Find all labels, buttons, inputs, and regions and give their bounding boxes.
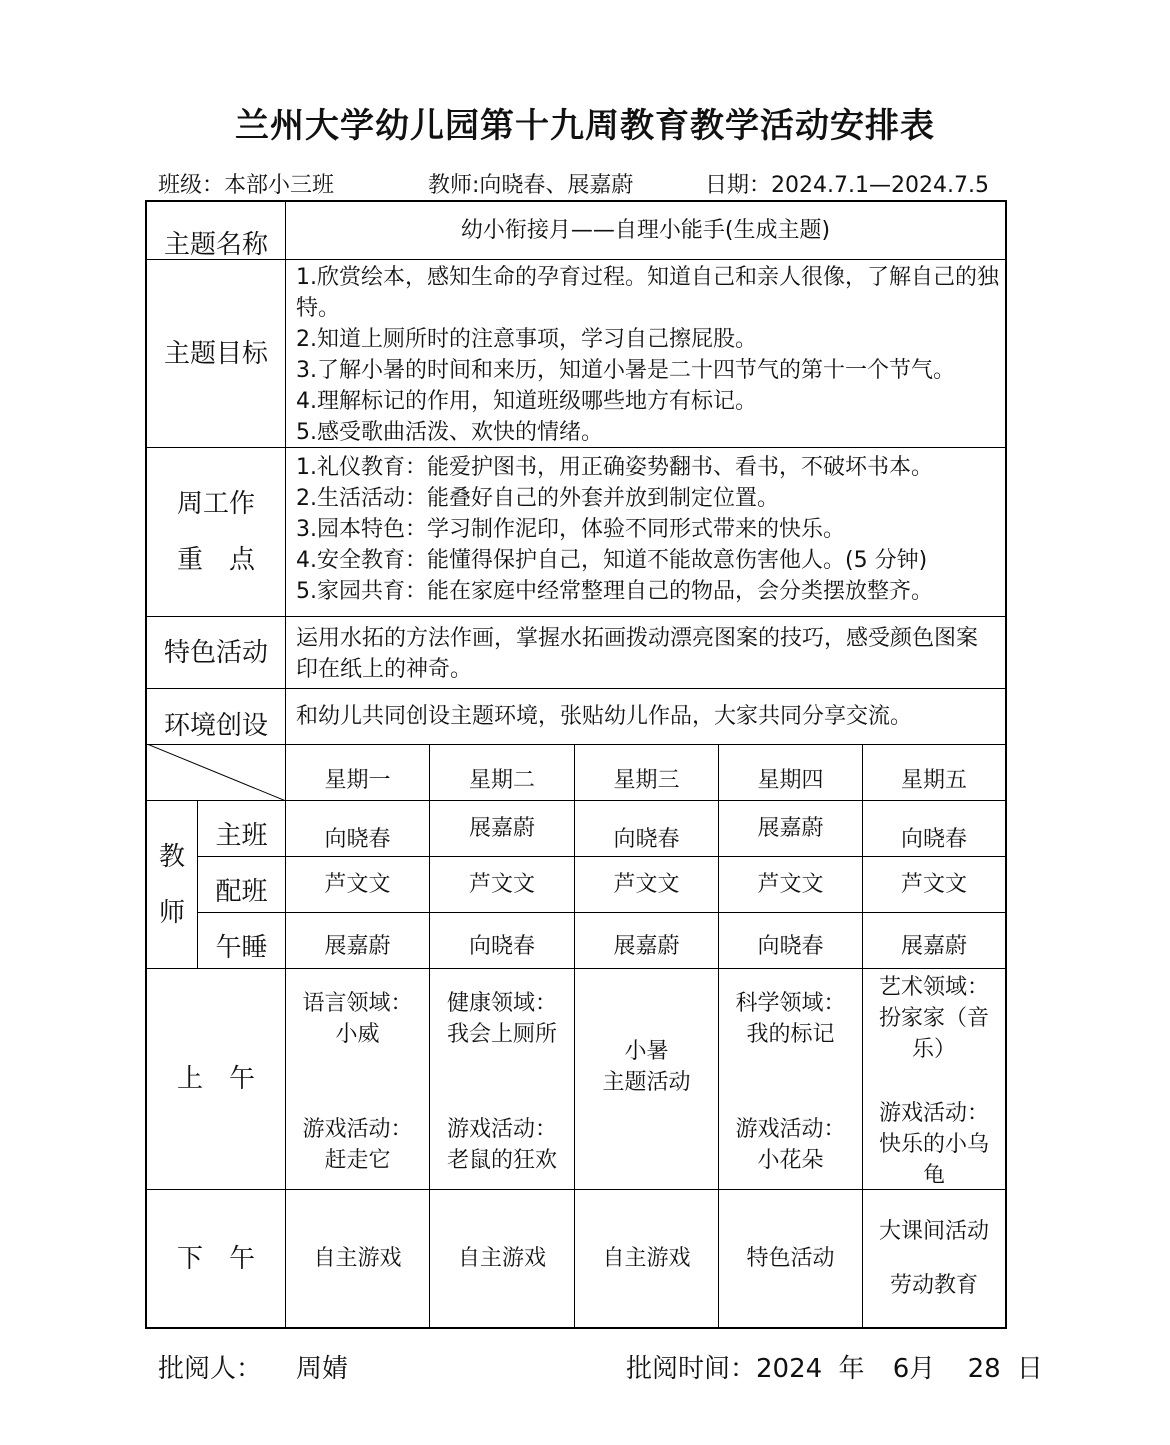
domain-title: 科学领域： — [735, 991, 846, 1016]
day-header-thu: 星期四 — [757, 768, 824, 793]
environment-label: 环境创设 — [163, 711, 268, 741]
weekly-focus-item: 3.园本特色：学习制作泥印，体验不同形式带来的快乐。 — [296, 517, 845, 542]
afternoon-wed: 自主游戏 — [602, 1245, 691, 1271]
head-teacher-thu: 展嘉蔚 — [757, 816, 824, 841]
feature-activity-label: 特色活动 — [163, 637, 268, 668]
domain-title: 艺术领域： — [878, 975, 989, 1000]
theme-goal-item: 4.理解标记的作用，知道班级哪些地方有标记。 — [296, 389, 757, 414]
game-title: 游戏活动： — [302, 1117, 413, 1142]
teacher-label-line2: 师 — [158, 897, 185, 928]
weekly-focus-item: 1.礼仪教育：能爱护图书，用正确姿势翻书、看书，不破坏书本。 — [296, 455, 933, 480]
theme-goal-item: 2.知道上厕所时的注意事项，学习自己擦屁股。 — [296, 327, 757, 352]
game-activity: 老鼠的狂欢 — [446, 1148, 557, 1173]
assist-teacher-tue: 芦文文 — [468, 872, 535, 897]
day-header-mon: 星期一 — [324, 768, 391, 793]
afternoon-tue: 自主游戏 — [457, 1245, 546, 1271]
theme-goal-item: 1.欣赏绘本，感知生命的孕育过程。知道自己和亲人很像，了解自己的独特。 — [296, 265, 999, 321]
game-title: 游戏活动： — [878, 1101, 989, 1126]
reviewer-name: 周婧 — [296, 1354, 349, 1384]
morning-thu-game — [719, 1114, 862, 1176]
morning-tue-game — [430, 1114, 574, 1176]
nap-teacher-label: 午睡 — [215, 932, 268, 963]
teacher-label-line1: 教 — [158, 841, 185, 872]
head-teacher-mon: 向晓春 — [324, 827, 391, 852]
review-year-unit: 年 — [838, 1354, 865, 1384]
day-header-tue: 星期二 — [468, 768, 535, 793]
domain-activity-cont: 乐） — [911, 1037, 956, 1062]
morning-mon-game — [286, 1114, 429, 1176]
morning-wed — [575, 1036, 718, 1098]
domain-activity: 我的标记 — [746, 1022, 835, 1047]
schedule-table — [145, 200, 1007, 1329]
game-title: 游戏活动： — [446, 1117, 557, 1142]
nap-teacher-tue: 向晓春 — [468, 934, 535, 959]
theme-name-label: 主题名称 — [163, 230, 268, 260]
head-teacher-fri: 向晓春 — [900, 827, 967, 852]
afternoon-fri-line1: 大课间活动 — [878, 1218, 989, 1244]
afternoon-fri — [863, 1190, 1005, 1327]
domain-title: 语言领域： — [302, 991, 413, 1016]
game-activity: 快乐的小乌 — [878, 1132, 989, 1157]
weekly-focus-label — [147, 448, 285, 616]
weekly-focus-label-line1: 周工作 — [176, 489, 255, 519]
review-year: 2024 — [756, 1354, 823, 1384]
morning-fri-game — [863, 1098, 1005, 1191]
class-info: 班级：本部小三班 — [158, 173, 335, 198]
nap-teacher-fri: 展嘉蔚 — [900, 934, 967, 959]
domain-activity: 我会上厕所 — [446, 1022, 557, 1047]
theme-goal-item: 5.感受歌曲活泼、欢快的情绪。 — [296, 420, 603, 445]
page-title: 兰州大学幼儿园第十九周教育教学活动安排表 — [235, 106, 935, 146]
game-activity: 小花朵 — [757, 1148, 824, 1173]
nap-teacher-thu: 向晓春 — [757, 934, 824, 959]
domain-activity: 小威 — [335, 1022, 380, 1047]
head-teacher-label: 主班 — [215, 820, 268, 851]
review-month: 6 — [892, 1354, 910, 1384]
morning-mon-domain — [286, 988, 429, 1050]
afternoon-fri-line2: 劳动教育 — [889, 1272, 978, 1298]
nap-teacher-mon: 展嘉蔚 — [324, 934, 391, 959]
theme-goal-item: 3.了解小暑的时间和来历，知道小暑是二十四节气的第十一个节气。 — [296, 358, 955, 383]
weekly-focus-list — [286, 452, 1005, 607]
theme-goals-list — [286, 262, 1005, 448]
head-teacher-tue: 展嘉蔚 — [468, 816, 535, 841]
assist-teacher-label: 配班 — [215, 876, 268, 907]
theme-name-value: 幼小衔接月——自理小能手(生成主题) — [460, 217, 831, 243]
teachers-info: 教师:向晓春、展嘉蔚 — [428, 173, 634, 198]
weekly-focus-item: 5.家园共育：能在家庭中经常整理自己的物品，会分类摆放整齐。 — [296, 579, 933, 604]
assist-teacher-thu: 芦文文 — [757, 872, 824, 897]
review-time-label: 批阅时间： — [626, 1354, 757, 1384]
head-teacher-wed: 向晓春 — [613, 827, 680, 852]
review-time — [626, 1348, 1043, 1385]
game-activity-cont: 龟 — [922, 1163, 945, 1188]
feature-activity-value: 运用水拓的方法作画，掌握水拓画拨动漂亮图案的技巧，感受颜色图案印在纸上的神奇。 — [296, 626, 979, 682]
morning-tue-domain — [430, 988, 574, 1050]
wed-line1: 小暑 — [624, 1039, 669, 1064]
domain-title: 健康领域： — [446, 991, 557, 1016]
review-day-unit: 日 — [1016, 1354, 1043, 1384]
game-title: 游戏活动： — [735, 1117, 846, 1142]
review-month-unit: 月 — [909, 1354, 936, 1384]
wed-line2: 主题活动 — [602, 1070, 691, 1095]
weekly-focus-label-line2: 重 点 — [176, 545, 255, 575]
day-header-wed: 星期三 — [613, 768, 680, 793]
date-info: 日期：2024.7.1—2024.7.5 — [705, 173, 989, 198]
morning-fri-domain — [863, 972, 1005, 1065]
afternoon-mon: 自主游戏 — [313, 1245, 402, 1271]
nap-teacher-wed: 展嘉蔚 — [613, 934, 680, 959]
teacher-section-label — [147, 801, 197, 968]
reviewer-label: 批阅人： — [158, 1354, 263, 1384]
domain-activity: 扮家家（音 — [878, 1006, 989, 1031]
assist-teacher-wed: 芦文文 — [613, 872, 680, 897]
morning-thu-domain — [719, 988, 862, 1050]
weekly-focus-item: 4.安全教育：能懂得保护自己，知道不能故意伤害他人。(5 分钟) — [296, 548, 928, 573]
assist-teacher-mon: 芦文文 — [324, 872, 391, 897]
weekly-focus-item: 2.生活活动：能叠好自己的外套并放到制定位置。 — [296, 486, 779, 511]
morning-label: 上 午 — [176, 1064, 255, 1094]
review-day: 28 — [967, 1354, 1001, 1384]
afternoon-thu: 特色活动 — [746, 1245, 835, 1271]
day-header-fri: 星期五 — [900, 768, 967, 793]
afternoon-label: 下 午 — [176, 1243, 255, 1274]
assist-teacher-fri: 芦文文 — [900, 872, 967, 897]
theme-goals-label: 主题目标 — [163, 338, 268, 369]
game-activity: 赶走它 — [324, 1148, 391, 1173]
environment-value: 和幼儿共同创设主题环境，张贴幼儿作品，大家共同分享交流。 — [296, 704, 913, 729]
